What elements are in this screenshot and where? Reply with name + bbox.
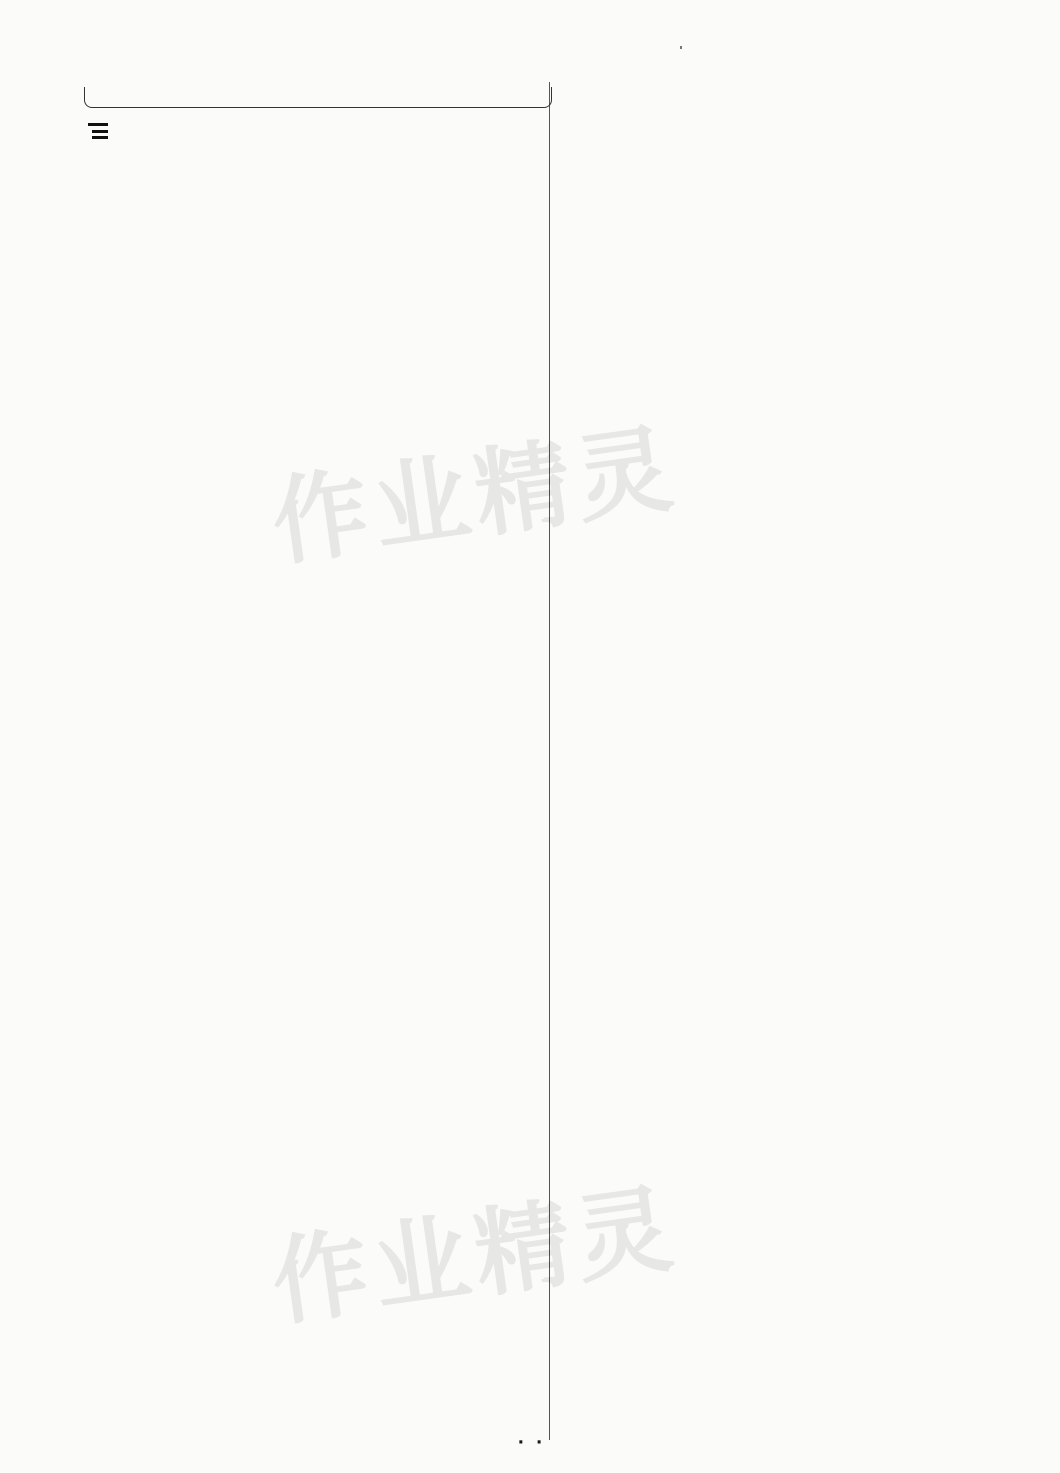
watermark-top: 作业精灵 <box>265 412 685 580</box>
section-heading <box>88 118 544 144</box>
left-column <box>92 85 544 146</box>
watermark-bottom: 作业精灵 <box>265 1172 685 1340</box>
column-divider <box>549 82 550 1440</box>
list-icon <box>88 123 108 139</box>
scan-dot <box>680 46 682 49</box>
answer-box-bottom <box>84 87 552 108</box>
page-number: · · <box>517 1433 543 1453</box>
